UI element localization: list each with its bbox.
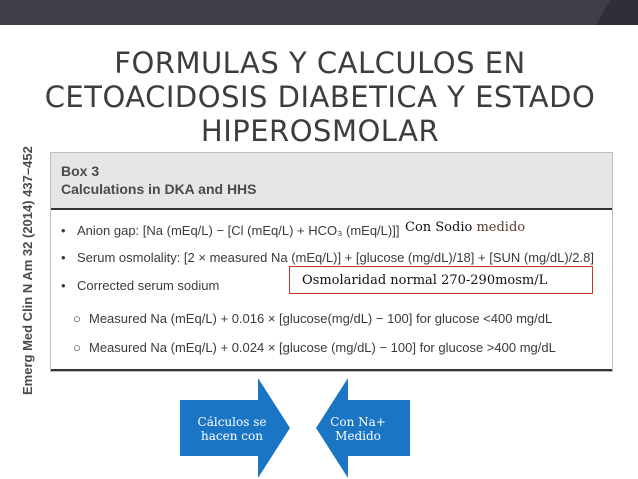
list-item-text: Corrected serum sodium: [77, 278, 220, 293]
citation-text: Emerg Med Clin N Am 32 (2014) 437–452: [20, 146, 35, 395]
circle-bullet-icon: ○: [73, 311, 81, 326]
sodio-note-text: Con Sodio: [405, 220, 477, 235]
circle-bullet-icon: ○: [73, 340, 81, 355]
bullet-icon: •: [61, 250, 66, 265]
sodio-medido-note: [401, 219, 529, 236]
right-arrow-label: [190, 415, 274, 443]
title-line-3: HIPEROSMOLAR: [200, 114, 440, 148]
list-subitem-high-glucose: [73, 340, 556, 355]
list-item-text: Serum osmolality: [2 × measured Na (mEq/L)] + [glucose (mg/dL)/18] + [SUN (mg/dL)/2.8]: [77, 250, 594, 265]
top-bar-accent: [596, 0, 638, 25]
box-header-rule: [51, 208, 612, 210]
left-arrow-label-line-1: Con Na+: [330, 415, 386, 429]
left-arrow-label-line-2: Medido: [335, 429, 381, 443]
right-arrow-label-line-2: hacen con: [201, 429, 263, 443]
list-item-text: Anion gap: [Na (mEq/L) − [Cl (mEq/L) + HCO₃ (mEq/L)]]: [77, 223, 400, 238]
right-arrow-label-line-1: Cálculos se: [197, 415, 267, 429]
osmolaridad-note: Osmolaridad normal 270-290mosm/L: [289, 266, 593, 294]
list-item-serum-osmolality: [61, 250, 594, 265]
box-heading: Calculations in DKA and HHS: [61, 181, 257, 197]
sodio-note-accent: medido: [476, 220, 526, 235]
list-item-text: Measured Na (mEq/L) + 0.016 × [glucose(mg/dL) − 100] for glucose <400 mg/dL: [89, 311, 553, 326]
title-line-2: CETOACIDOSIS DIABETICA Y ESTADO: [44, 80, 596, 114]
calculations-box: [50, 152, 613, 372]
bullet-icon: •: [61, 278, 66, 293]
list-item-anion-gap: [61, 223, 399, 238]
box-bottom-rule: [51, 369, 612, 371]
list-subitem-low-glucose: [73, 311, 552, 326]
top-bar: [0, 0, 638, 25]
list-item-text: Measured Na (mEq/L) + 0.024 × [glucose (mg/dL) − 100] for glucose >400 mg/dL: [89, 340, 556, 355]
list-item-corrected-sodium: [61, 278, 219, 293]
left-arrow-label: [328, 415, 388, 443]
bullet-icon: •: [61, 223, 66, 238]
slide-title: [40, 46, 600, 148]
title-line-1: FORMULAS Y CALCULOS EN: [114, 46, 526, 80]
box-label: Box 3: [61, 163, 100, 179]
